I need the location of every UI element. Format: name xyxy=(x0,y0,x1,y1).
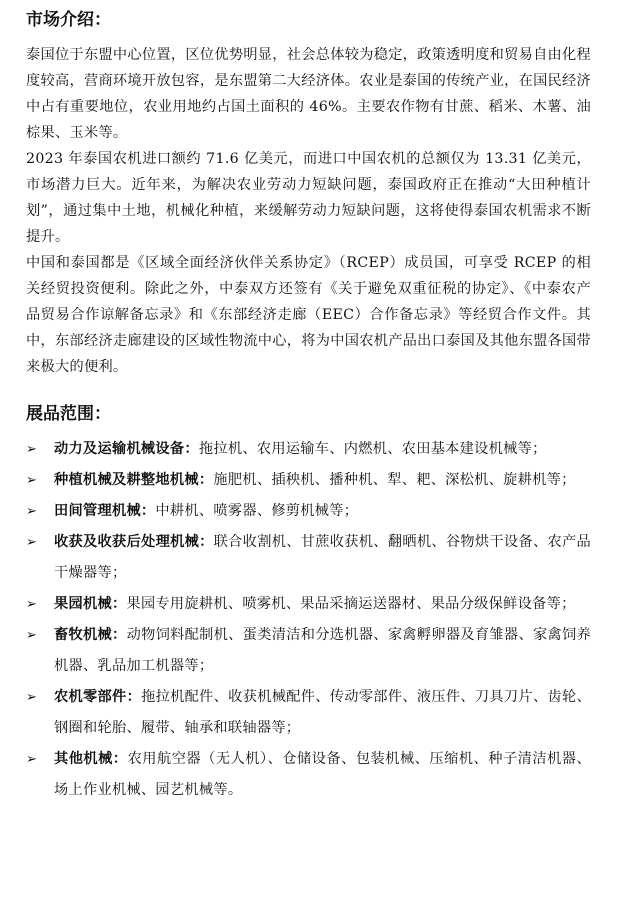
exhibit-item-livestock xyxy=(26,620,591,682)
exhibit-scope-heading: 展品范围： xyxy=(26,404,111,424)
arrow-bullet-icon: ➢ xyxy=(26,752,38,767)
market-paragraph-imports: 2023 年泰国农机进口额约 71.6 亿美元，而进口中国农机的总额仅为 13.31 亿美元，市场潜力巨大。近年来，为解决农业劳动力短缺问题，泰国政府正在推动“大田种植计划”，通过集中土地，机械化种植，来缓解劳动力短缺问题，这将使得泰国农机需求不断提升。 xyxy=(26,151,591,245)
arrow-bullet-icon: ➢ xyxy=(26,597,38,612)
exhibit-item-label: 田间管理机械： xyxy=(54,503,156,519)
exhibit-item-text: 果园专用旋耕机、喷雾机、果品采摘运送器材、果品分级保鲜设备等； xyxy=(126,596,576,612)
arrow-bullet-icon: ➢ xyxy=(26,535,38,550)
exhibit-item-harvesting xyxy=(26,527,591,589)
exhibit-item-text: 动物饲料配制机、蛋类清洁和分选机器、家禽孵卵器及育雏器、家禽饲养机器、乳品加工机器等； xyxy=(54,627,591,674)
exhibit-item-label: 果园机械： xyxy=(54,596,127,612)
arrow-bullet-icon: ➢ xyxy=(26,690,38,705)
exhibit-item-label: 收获及收获后处理机械： xyxy=(54,534,214,550)
exhibit-item-text: 施肥机、插秧机、播种机、犁、耙、深松机、旋耕机等； xyxy=(213,472,576,488)
exhibit-item-label: 农机零部件： xyxy=(54,689,142,705)
arrow-bullet-icon: ➢ xyxy=(26,628,38,643)
exhibit-item-orchard xyxy=(26,589,591,620)
arrow-bullet-icon: ➢ xyxy=(26,473,38,488)
exhibit-item-text: 联合收割机、甘蔗收获机、翻晒机、谷物烘干设备、农产品干燥器等； xyxy=(54,534,591,581)
market-paragraph-overview: 泰国位于东盟中心位置，区位优势明显，社会总体较为稳定，政策透明度和贸易自由化程度较高，营商环境开放包容，是东盟第二大经济体。农业是泰国的传统产业，在国民经济中占有重要地位，农业用地约占国土面积的 46%。主要农作物有甘蔗、稻米、木薯、油棕果、玉米等。 xyxy=(26,47,592,141)
arrow-bullet-icon: ➢ xyxy=(26,504,38,519)
exhibit-item-power-transport xyxy=(26,434,591,465)
exhibit-item-text: 农用航空器（无人机）、仓储设备、包装机械、压缩机、种子清洁机器、场上作业机械、园艺机械等。 xyxy=(54,751,591,798)
exhibit-item-parts xyxy=(26,682,591,744)
exhibit-list xyxy=(26,434,591,806)
market-intro-heading: 市场介绍： xyxy=(26,10,111,30)
exhibit-item-label: 畜牧机械： xyxy=(54,627,127,643)
exhibit-item-label: 动力及运输机械设备： xyxy=(54,441,199,457)
arrow-bullet-icon: ➢ xyxy=(26,442,38,457)
exhibit-item-label: 种植机械及耕整地机械： xyxy=(54,472,214,488)
exhibit-item-planting-tillage xyxy=(26,465,591,496)
market-paragraph-agreements: 中国和泰国都是《区域全面经济伙伴关系协定》（RCEP）成员国，可享受 RCEP 的相关经贸投资便利。除此之外，中泰双方还签有《关于避免双重征税的协定》、《中泰农产品贸易合作谅解备忘录》和《东部经济走廊（EEC）合作备忘录》等经贸合作文件。其中，东部经济走廊建设的区域性物流中心，将为中国农机产品出口泰国及其他东盟各国带来极大的便利。 xyxy=(26,255,592,375)
exhibit-item-label: 其他机械： xyxy=(54,751,128,767)
exhibit-item-text: 拖拉机、农用运输车、内燃机、农田基本建设机械等； xyxy=(198,441,547,457)
exhibit-item-other xyxy=(26,744,591,806)
exhibit-item-text: 中耕机、喷雾器、修剪机械等； xyxy=(155,503,359,519)
exhibit-item-field-management xyxy=(26,496,591,527)
exhibit-item-text: 拖拉机配件、收获机械配件、传动零部件、液压件、刀具刀片、齿轮、钢圈和轮胎、履带、轴承和联轴器等； xyxy=(54,689,591,736)
